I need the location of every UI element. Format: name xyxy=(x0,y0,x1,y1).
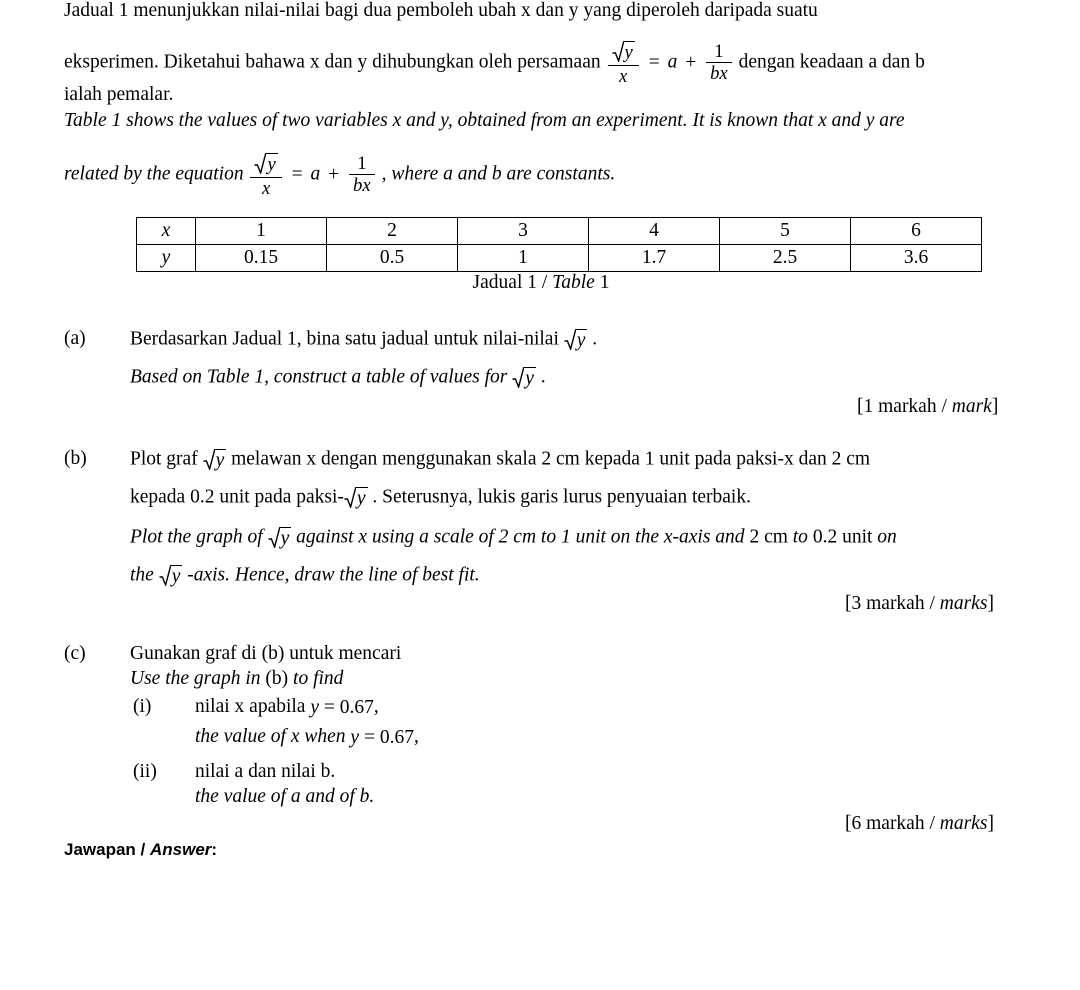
radical-icon xyxy=(254,152,266,171)
table-cell: 0.5 xyxy=(327,245,458,272)
part-b-marks xyxy=(845,593,994,615)
table-row xyxy=(137,245,982,272)
intro-malay-line1 xyxy=(64,0,818,22)
intro-malay-line2 xyxy=(64,40,925,86)
table-cell: 6 xyxy=(851,218,982,245)
fraction-numerator xyxy=(608,40,639,65)
part-c-item-i-malay xyxy=(195,696,379,719)
part-a-english-tail: . xyxy=(540,366,546,388)
fraction-numerator xyxy=(250,152,281,177)
part-c-item-i-numeral: (i) xyxy=(133,696,152,717)
intro-english-line2 xyxy=(64,152,615,198)
sqrt-symbol xyxy=(268,526,292,550)
constant-a: a xyxy=(667,51,678,73)
equation-variable: y xyxy=(350,726,360,748)
part-b-english-l1-b: against x using a scale of 2 cm to 1 unit on the x-axis and xyxy=(296,526,745,548)
table-row xyxy=(137,218,982,245)
answer-colon: : xyxy=(211,840,218,859)
part-c-label: (c) xyxy=(64,643,86,664)
part-c-item-i-english xyxy=(195,726,419,749)
fraction-numerator: 1 xyxy=(714,41,724,63)
fraction-one-over-bx xyxy=(706,42,732,84)
table-cell: 4 xyxy=(589,218,720,245)
fraction-sqrt-y-over-x xyxy=(608,40,639,86)
data-table xyxy=(136,217,982,272)
part-b-english-l2-a: the xyxy=(130,564,154,586)
intro-english-line2-before: related by the equation xyxy=(64,163,244,185)
table-cell: 2 xyxy=(327,218,458,245)
part-b-malay-l2-b: . Seterusnya, lukis garis lurus penyuaian terbaik. xyxy=(372,486,751,508)
answer-label-malay: Jawapan / xyxy=(64,840,146,859)
equation-value: = 0.67 xyxy=(363,726,414,748)
part-b-english-l1-d: to xyxy=(792,526,808,548)
marks-close: ] xyxy=(991,396,999,417)
plus-sign: + xyxy=(685,51,697,73)
part-b-english-line1 xyxy=(130,526,897,550)
item-i-malay-text: nilai x apabila xyxy=(195,696,306,717)
table-caption xyxy=(136,272,946,294)
fraction-denominator: x xyxy=(250,177,281,198)
item-i-malay-tail: , xyxy=(373,696,379,717)
table-row-label: x xyxy=(137,218,196,245)
fraction-numerator: 1 xyxy=(357,153,367,175)
part-c-english-intro-a: Use the graph in xyxy=(130,668,261,689)
radical-icon xyxy=(268,526,280,546)
part-c-item-ii-numeral: (ii) xyxy=(133,761,157,782)
intro-english-line1-text: Table 1 shows the values of two variables x and y, obtained from an experiment. It is known that x and y are xyxy=(64,110,905,131)
intro-malay-line3 xyxy=(64,84,173,106)
part-a-malay-text: Berdasarkan Jadual 1, bina satu jadual untuk nilai-nilai xyxy=(130,328,559,350)
sqrt-symbol xyxy=(203,448,227,472)
item-ii-english-text: the value of a and of b. xyxy=(195,786,375,807)
sqrt-radicand: y xyxy=(356,488,366,509)
part-a-malay-tail: . xyxy=(592,328,598,350)
caption-number: 1 xyxy=(599,272,610,293)
sqrt-radicand: y xyxy=(576,330,586,351)
fraction-sqrt-y-over-x xyxy=(250,152,281,198)
fraction-denominator: x xyxy=(608,65,639,86)
item-ii-malay-text: nilai a dan nilai b. xyxy=(195,761,336,782)
table-cell: 1 xyxy=(196,218,327,245)
part-b-english-l1-c: 2 cm xyxy=(749,526,788,548)
intro-malay-line3-text: ialah pemalar. xyxy=(64,84,174,105)
intro-english-line2-after: , where a and b are constants. xyxy=(381,163,616,185)
sqrt-radicand: y xyxy=(525,368,534,389)
part-b-label: (b) xyxy=(64,448,87,469)
part-b-english-line2 xyxy=(130,564,480,588)
caption-malay: Jadual 1 xyxy=(472,272,537,293)
intro-english-line1 xyxy=(64,110,905,132)
plus-sign: + xyxy=(328,163,340,185)
radical-icon xyxy=(512,366,524,386)
part-a-english xyxy=(130,366,546,390)
marks-close: ] xyxy=(987,593,994,614)
part-b-english-l2-b: -axis. Hence, draw the line of best fit. xyxy=(187,564,480,586)
sqrt-radicand: y xyxy=(624,42,633,63)
part-c-english-intro xyxy=(130,668,343,690)
part-a-label: (a) xyxy=(64,328,86,349)
table-cell: 0.15 xyxy=(196,245,327,272)
part-c-malay-intro xyxy=(130,643,401,665)
radical-icon xyxy=(612,40,624,59)
marks-english: marks xyxy=(939,593,988,614)
table-row-label: y xyxy=(137,245,196,272)
part-b-malay-l1-b: melawan x dengan menggunakan skala 2 cm kepada 1 unit pada paksi-x dan 2 cm xyxy=(231,448,871,470)
table-cell: 2.5 xyxy=(720,245,851,272)
sqrt-symbol xyxy=(564,328,588,352)
part-b-malay-line2 xyxy=(130,486,751,510)
sqrt-symbol xyxy=(254,152,277,176)
caption-separator: / xyxy=(541,272,548,293)
table-cell: 3.6 xyxy=(851,245,982,272)
equation-value: = 0.67 xyxy=(323,696,374,718)
part-b-english-l1-a: Plot the graph of xyxy=(130,526,263,548)
sqrt-radicand: y xyxy=(171,566,181,587)
part-c-english-intro-c: to find xyxy=(293,668,344,689)
part-c-malay-intro-text: Gunakan graf di (b) untuk mencari xyxy=(130,643,402,664)
radical-icon xyxy=(344,486,356,506)
item-i-english-tail: , xyxy=(413,726,419,747)
marks-close: ] xyxy=(987,813,994,834)
marks-malay: [6 markah / xyxy=(845,813,935,834)
part-b-english-l1-f: on xyxy=(877,526,897,548)
part-b-malay-l1-a: Plot graf xyxy=(130,448,198,470)
sqrt-radicand: y xyxy=(280,528,290,549)
equals-sign: = xyxy=(648,51,660,73)
intro-malay-line2-after: dengan keadaan a dan b xyxy=(738,51,925,73)
part-c-item-ii-english xyxy=(195,786,374,808)
part-b-malay-line1 xyxy=(130,448,870,472)
part-a-malay xyxy=(130,328,597,352)
table-cell: 5 xyxy=(720,218,851,245)
part-c-marks xyxy=(845,813,994,835)
caption-english: Table xyxy=(552,272,595,293)
fraction-denominator: bx xyxy=(349,174,375,195)
fraction-denominator: bx xyxy=(706,62,732,83)
radical-icon xyxy=(564,328,576,348)
sqrt-symbol xyxy=(159,564,183,588)
table-cell: 1.7 xyxy=(589,245,720,272)
part-a-english-text: Based on Table 1, construct a table of values for xyxy=(130,366,508,388)
intro-malay-line1-text: Jadual 1 menunjukkan nilai-nilai bagi dua pemboleh ubah x dan y yang diperoleh daripada suatu xyxy=(64,0,818,21)
part-b-malay-l2-a: kepada 0.2 unit pada paksi- xyxy=(130,486,344,508)
part-a-marks xyxy=(857,396,998,418)
sqrt-symbol xyxy=(344,486,368,510)
table-cell: 1 xyxy=(458,245,589,272)
constant-a: a xyxy=(310,163,321,185)
marks-malay: [1 markah / xyxy=(857,396,947,417)
marks-english: marks xyxy=(939,813,988,834)
equation-inline-malay xyxy=(606,40,734,86)
sqrt-symbol xyxy=(612,40,635,64)
fraction-one-over-bx xyxy=(349,154,375,196)
marks-english: mark xyxy=(951,396,992,417)
equation-inline-english xyxy=(248,152,376,198)
radical-icon xyxy=(203,448,215,468)
part-c-item-ii-malay xyxy=(195,761,335,783)
table-cell: 3 xyxy=(458,218,589,245)
sqrt-radicand: y xyxy=(215,450,225,471)
equation-variable: y xyxy=(310,696,319,718)
answer-label-english: Answer xyxy=(150,840,212,859)
intro-malay-line2-before: eksperimen. Diketahui bahawa x dan y dihubungkan oleh persamaan xyxy=(64,51,601,73)
item-i-equation xyxy=(310,697,374,719)
item-i-english-text: the value of x when xyxy=(195,726,346,747)
marks-malay: [3 markah / xyxy=(845,593,935,614)
radical-icon xyxy=(159,564,171,584)
answer-footer xyxy=(64,840,217,860)
item-i-equation xyxy=(350,727,414,749)
part-b-english-l1-e: 0.2 unit xyxy=(812,526,873,548)
sqrt-symbol xyxy=(512,366,536,390)
part-c-english-intro-b: (b) xyxy=(265,668,289,689)
equals-sign: = xyxy=(291,163,303,185)
sqrt-radicand: y xyxy=(267,154,276,175)
